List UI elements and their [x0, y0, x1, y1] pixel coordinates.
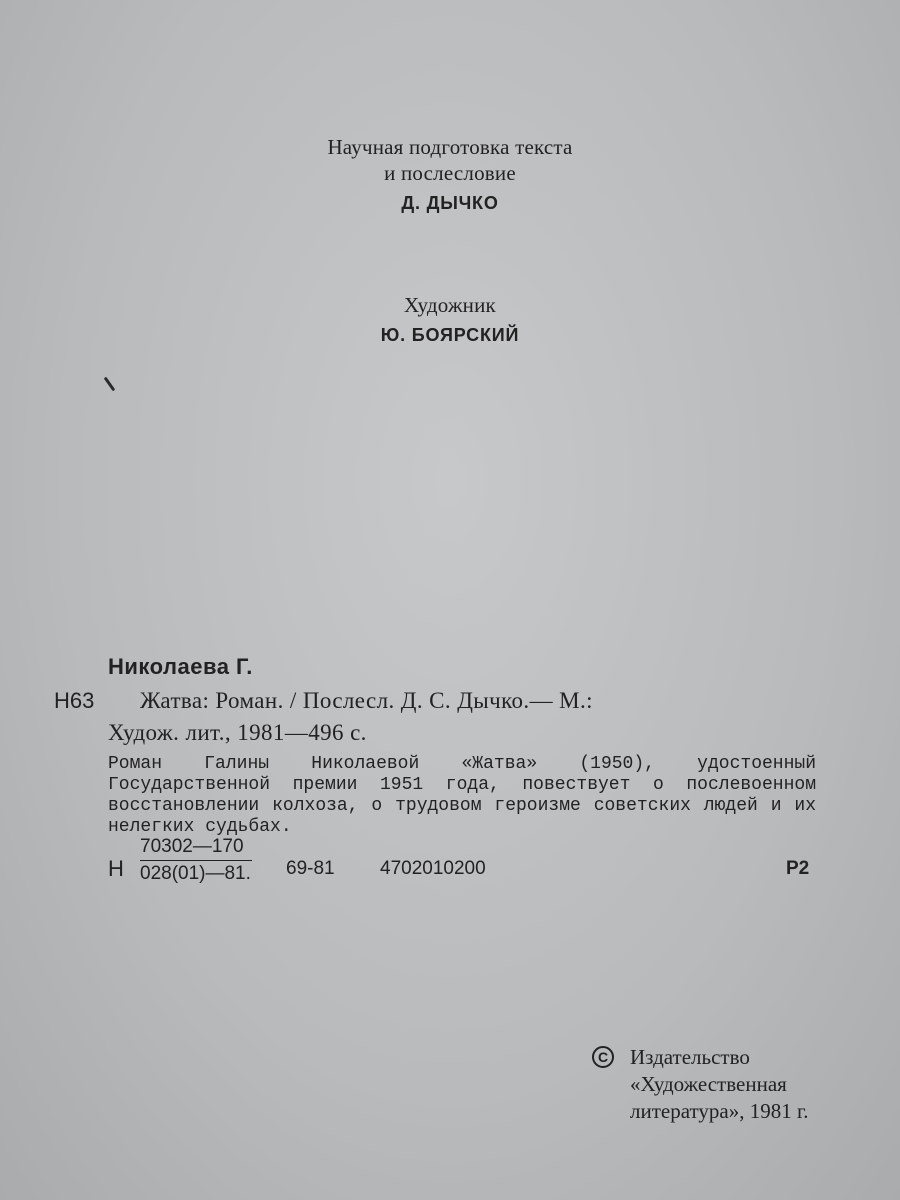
code-letter: Н	[108, 856, 124, 881]
author-heading: Николаева Г.	[108, 654, 253, 679]
entry-line: Жатва: Роман. / Послесл. Д. С. Дычко.— М.:	[140, 688, 593, 713]
copyright-line: «Художественная	[630, 1072, 787, 1096]
fraction-suffix: 69-81	[286, 858, 335, 879]
artist-credit	[0, 292, 900, 348]
annotation-text: Роман Галины Николаевой «Жатва» (1950), удостоенный Государственной премии 1951 года, повествует о послевоенном восстановлении колхоза, о трудовом героизме советских людей и их нелегких судьбах.	[108, 754, 816, 837]
fraction-numerator: 70302—170	[140, 836, 252, 861]
author-mark: Н63	[54, 688, 95, 713]
credit-line: Научная подготовка текста	[327, 135, 573, 159]
publication-number: 4702010200	[380, 858, 486, 879]
price-group-code: Р2	[786, 858, 810, 879]
publication-code-fraction	[140, 836, 252, 885]
editor-name: Д. ДЫЧКО	[401, 193, 499, 213]
entry-line: Худож. лит., 1981—496 с.	[108, 720, 367, 745]
copyright-icon: C	[592, 1046, 614, 1068]
copyright-line: литература», 1981 г.	[630, 1099, 809, 1123]
text-preparation-credit	[0, 134, 900, 216]
fraction-denominator: 028(01)—81.	[140, 863, 251, 884]
credit-line: Художник	[404, 293, 496, 317]
copyright-line: Издательство	[630, 1045, 750, 1069]
artist-name: Ю. БОЯРСКИЙ	[380, 325, 520, 345]
copyright-notice	[592, 1044, 808, 1125]
ink-mark	[104, 377, 116, 392]
credit-line: и послесловие	[384, 161, 516, 185]
